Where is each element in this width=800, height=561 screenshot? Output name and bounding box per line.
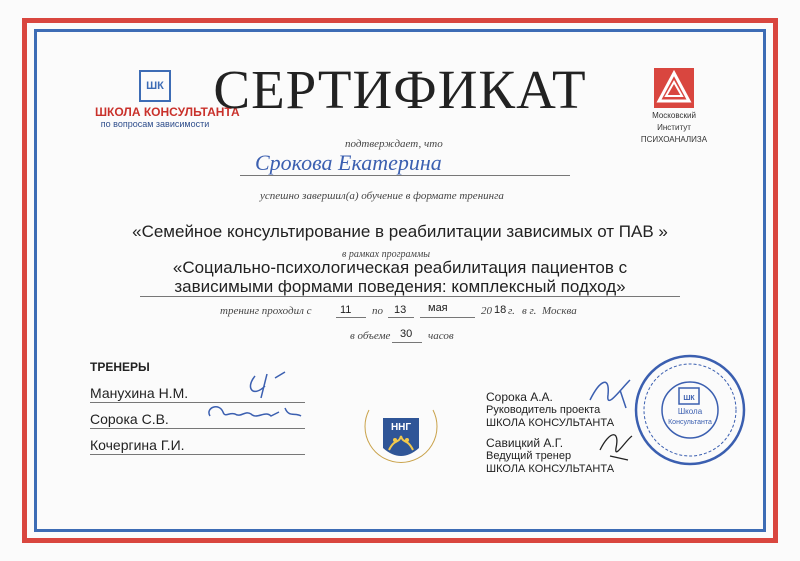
- signer-2-role: Ведущий тренер: [486, 450, 572, 462]
- trainer-1: Манухина Н.М.: [90, 385, 189, 401]
- date-from-day: 11: [340, 304, 352, 316]
- institute-line2: Институт: [657, 123, 691, 132]
- signer-1-role: Руководитель проекта: [486, 404, 601, 416]
- hours-suffix: часов: [428, 330, 454, 342]
- program-line-2: зависимыми формами поведения: комплексный подход»: [174, 277, 626, 296]
- school-logo-mark: ШК: [139, 70, 171, 102]
- school-seal: [632, 352, 748, 468]
- trainers-heading: ТРЕНЕРЫ: [90, 360, 150, 374]
- certificate-title: СЕРТИФИКАТ: [213, 59, 587, 120]
- school-logo-name: ШКОЛА КОНСУЛЬТАНТА: [95, 105, 240, 119]
- place-prefix: в г.: [522, 305, 537, 317]
- guild-emblem: [355, 388, 447, 488]
- date-from-line: [336, 317, 366, 318]
- program-line: [140, 296, 680, 297]
- year-suffix: 18: [494, 304, 507, 316]
- seal-center-1: Школа: [677, 407, 703, 416]
- city: Москва: [542, 305, 577, 317]
- trainer-2: Сорока С.В.: [90, 411, 169, 427]
- hours-value: 30: [400, 328, 413, 340]
- signer-2-name: Савицкий А.Г.: [486, 436, 564, 450]
- trainer-3: Кочергина Г.И.: [90, 437, 185, 453]
- institute-line3: ПСИХОАНАЛИЗА: [640, 135, 708, 144]
- year-word: г.: [508, 305, 515, 317]
- trainer-3-line: [90, 454, 305, 455]
- date-to-day: 13: [394, 304, 407, 316]
- recipient-name: Срокова Екатерина: [255, 150, 442, 175]
- year-prefix: 20: [481, 305, 492, 317]
- program-line-1: «Социально-психологическая реабилитация пациентов с: [172, 258, 628, 277]
- completed-text: успешно завершил(а) обучение в формате тренинга: [260, 190, 504, 202]
- signer-1-org: ШКОЛА КОНСУЛЬТАНТА: [486, 417, 615, 429]
- hours-line: [392, 342, 422, 343]
- confirms-text: подтверждает, что: [345, 138, 443, 150]
- guild-abbr: ННГ: [390, 422, 412, 433]
- seal-center-2: Консультанта: [668, 419, 712, 426]
- school-logo-subtitle: по вопросам зависимости: [100, 119, 210, 129]
- date-month: мая: [428, 302, 448, 314]
- svg-text:ШК: ШК: [683, 395, 695, 402]
- trainer-signatures: [205, 368, 315, 438]
- institute-line1: Московский: [652, 111, 696, 120]
- hours-prefix: в объеме: [350, 330, 391, 342]
- within-program-text: в рамках программы: [342, 249, 431, 260]
- signer-1-name: Сорока А.А.: [486, 390, 553, 404]
- dates-mid: по: [372, 305, 383, 317]
- date-month-line: [420, 317, 475, 318]
- dates-prefix: тренинг проходил с: [220, 305, 312, 317]
- date-to-line: [388, 317, 414, 318]
- course-title: «Семейное консультирование в реабилитации зависимых от ПАВ »: [132, 222, 668, 241]
- signer-2-org: ШКОЛА КОНСУЛЬТАНТА: [486, 463, 615, 475]
